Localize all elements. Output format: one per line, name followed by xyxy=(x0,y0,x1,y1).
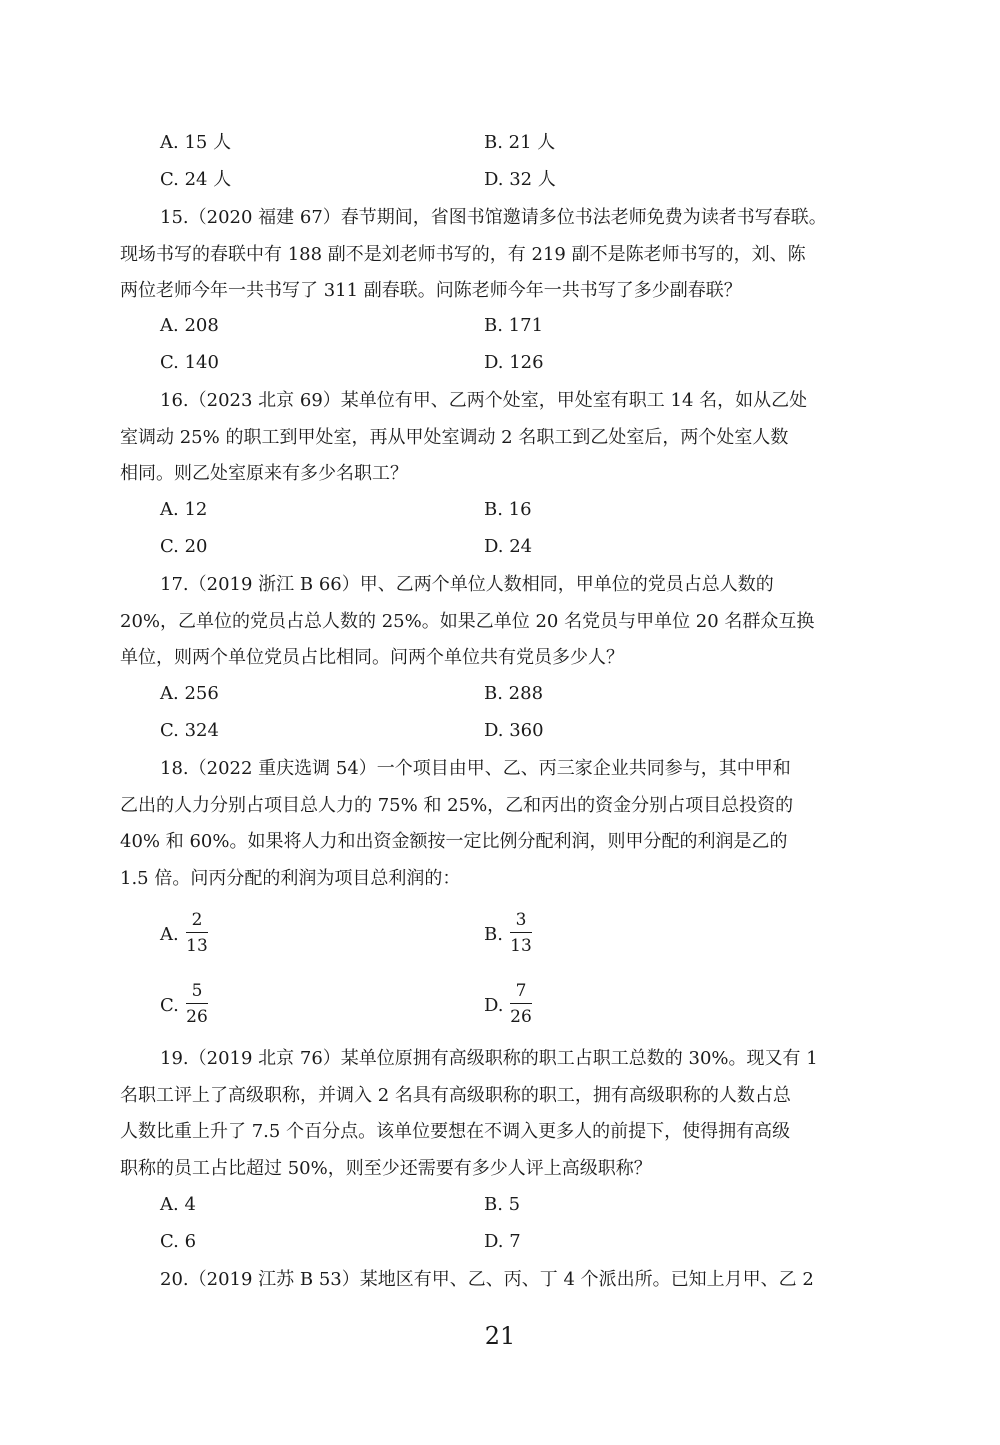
q18-option-b xyxy=(484,910,544,960)
q14-option-d: D. 32 人 xyxy=(484,169,556,190)
q17-option-a: A. 256 xyxy=(160,683,219,704)
q19-line-1: 19.（2019 北京 76）某单位原拥有高级职称的职工占职工总数的 30%。现又有 1 xyxy=(160,1048,818,1069)
q16-option-c: C. 20 xyxy=(160,536,208,557)
q18-option-a-label: A. xyxy=(160,924,179,945)
q16-line-1: 16.（2023 北京 69）某单位有甲、乙两个处室，甲处室有职工 14 名，如从乙处 xyxy=(160,390,808,411)
q18-option-d-denominator: 26 xyxy=(510,1007,532,1027)
q18-option-b-label: B. xyxy=(484,924,503,945)
q16-options-row-1 xyxy=(0,495,1000,525)
q18-option-b-fraction xyxy=(510,910,532,956)
q17-options-row-2 xyxy=(0,716,1000,746)
q14-option-c: C. 24 人 xyxy=(160,169,232,190)
q19-line-4: 职称的员工占比超过 50%，则至少还需要有多少人评上高级职称？ xyxy=(120,1157,652,1179)
q15-options-row-2 xyxy=(0,348,1000,378)
fraction-bar xyxy=(510,1003,532,1004)
q17-line-2: 20%，乙单位的党员占总人数的 25%。如果乙单位 20 名党员与甲单位 20 名群众互换 xyxy=(120,610,815,632)
q15-line-3: 两位老师今年一共书写了 311 副春联。问陈老师今年一共书写了多少副春联？ xyxy=(120,280,742,301)
q18-option-a-fraction xyxy=(186,910,208,956)
q16-line-2: 室调动 25% 的职工到甲处室，再从甲处室调动 2 名职工到乙处室后，两个处室人数 xyxy=(120,426,789,448)
q20-line-1: 20.（2019 江苏 B 53）某地区有甲、乙、丙、丁 4 个派出所。已知上月甲、乙 2 xyxy=(160,1269,814,1290)
q17-line-1: 17.（2019 浙江 B 66）甲、乙两个单位人数相同，甲单位的党员占总人数的 xyxy=(160,574,774,595)
q16-option-d: D. 24 xyxy=(484,536,533,557)
q18-option-c-denominator: 26 xyxy=(186,1007,208,1027)
q15-option-d: D. 126 xyxy=(484,352,544,373)
q18-option-a-numerator: 2 xyxy=(191,910,203,930)
q18-line-3: 40% 和 60%。如果将人力和出资金额按一定比例分配利润，则甲分配的利润是乙的 xyxy=(120,831,788,852)
q14-option-b: B. 21 人 xyxy=(484,132,556,153)
q18-option-c-label: C. xyxy=(160,995,179,1016)
q18-option-c xyxy=(160,981,220,1031)
q19-option-a: A. 4 xyxy=(160,1194,196,1215)
question-18 xyxy=(120,751,865,897)
q17-option-d: D. 360 xyxy=(484,720,544,741)
q18-option-d-label: D. xyxy=(484,995,504,1016)
q16-line-3: 相同。则乙处室原来有多少名职工？ xyxy=(120,463,408,484)
question-19 xyxy=(120,1041,865,1187)
q15-options-row-1 xyxy=(0,311,1000,341)
q19-option-d: D. 7 xyxy=(484,1231,521,1252)
q14-option-a: A. 15 人 xyxy=(160,132,232,153)
question-17 xyxy=(120,567,865,677)
q18-option-a-denominator: 13 xyxy=(186,936,208,956)
q19-option-c: C. 6 xyxy=(160,1231,197,1252)
q18-line-1: 18.（2022 重庆选调 54）一个项目由甲、乙、丙三家企业共同参与，其中甲和 xyxy=(160,758,791,779)
q17-option-b: B. 288 xyxy=(484,683,544,704)
q15-option-b: B. 171 xyxy=(484,315,544,336)
q18-option-b-numerator: 3 xyxy=(515,910,527,930)
q15-line-1: 15.（2020 福建 67）春节期间，省图书馆邀请多位书法老师免费为读者书写春联。 xyxy=(160,207,827,228)
q19-line-2: 名职工评上了高级职称，并调入 2 名具有高级职称的职工，拥有高级职称的人数占总 xyxy=(120,1084,791,1106)
q15-option-a: A. 208 xyxy=(160,315,219,336)
question-15 xyxy=(120,200,865,310)
q18-option-d-numerator: 7 xyxy=(515,981,527,1001)
question-20 xyxy=(120,1262,865,1299)
fraction-bar xyxy=(510,932,532,933)
q16-option-a: A. 12 xyxy=(160,499,208,520)
q15-option-c: C. 140 xyxy=(160,352,219,373)
q19-options-row-2 xyxy=(0,1227,1000,1257)
question-16 xyxy=(120,383,865,493)
q18-option-b-denominator: 13 xyxy=(510,936,532,956)
q18-option-d xyxy=(484,981,544,1031)
q19-option-b: B. 5 xyxy=(484,1194,521,1215)
q18-line-2: 乙出的人力分别占项目总人力的 75% 和 25%，乙和丙出的资金分别占项目总投资的 xyxy=(120,794,794,816)
q18-line-4: 1.5 倍。问丙分配的利润为项目总利润的： xyxy=(120,867,461,889)
q19-options-row-1 xyxy=(0,1190,1000,1220)
q18-option-c-fraction xyxy=(186,981,208,1027)
q19-line-3: 人数比重上升了 7.5 个百分点。该单位要想在不调入更多人的前提下，使得拥有高级 xyxy=(120,1121,791,1142)
q18-option-a xyxy=(160,910,220,960)
q17-line-3: 单位，则两个单位党员占比相同。问两个单位共有党员多少人？ xyxy=(120,647,624,668)
q16-option-b: B. 16 xyxy=(484,499,532,520)
q18-option-c-numerator: 5 xyxy=(191,981,203,1001)
q14-options-row-1 xyxy=(0,128,1000,158)
q17-option-c: C. 324 xyxy=(160,720,219,741)
q16-options-row-2 xyxy=(0,532,1000,562)
fraction-bar xyxy=(186,1003,208,1004)
page-number: 21 xyxy=(484,1322,516,1350)
q14-options-row-2 xyxy=(0,165,1000,195)
q17-options-row-1 xyxy=(0,679,1000,709)
fraction-bar xyxy=(186,932,208,933)
q15-line-2: 现场书写的春联中有 188 副不是刘老师书写的，有 219 副不是陈老师书写的，刘、陈 xyxy=(120,243,806,265)
q18-option-d-fraction xyxy=(510,981,532,1027)
